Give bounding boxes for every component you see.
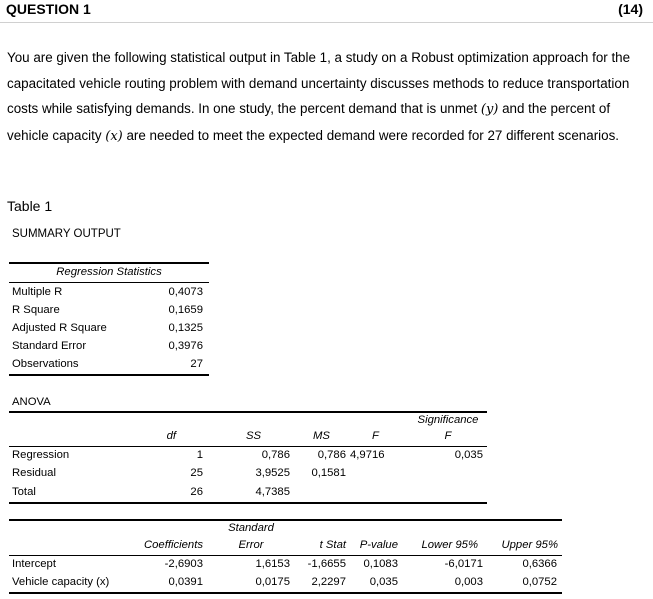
coef-row-label: Intercept	[12, 558, 56, 570]
reg-stat-value: 0,3976	[168, 340, 203, 352]
reg-stat-label: Adjusted R Square	[12, 322, 107, 334]
coef-header-coefficients: Coefficients	[143, 539, 203, 551]
anova-cell-ms: 0,786	[317, 449, 346, 461]
question-intro	[7, 45, 647, 149]
variable-y: (y)	[480, 102, 499, 117]
anova-cell-ss: 4,7385	[255, 486, 290, 498]
reg-stat-value: 0,1325	[168, 322, 203, 334]
coef-cell-lower95: 0,003	[454, 576, 483, 588]
anova-cell-ms: 0,1581	[311, 467, 346, 479]
anova-cell-significance: 0,035	[454, 449, 483, 461]
reg-stat-label: Standard Error	[12, 340, 87, 352]
anova-cell-ss: 3,9525	[255, 467, 290, 479]
coef-cell-tstat: 2,2297	[311, 576, 346, 588]
coef-cell-lower95: -6,0171	[444, 558, 483, 570]
anova-header-significance-f: F	[444, 430, 452, 442]
coef-header-tstat: t Stat	[319, 539, 346, 551]
coef-header-error: Error	[238, 539, 264, 551]
anova-top-rule	[9, 411, 487, 413]
anova-row-label: Regression	[12, 449, 70, 461]
coef-header-rule	[9, 555, 562, 556]
coef-header-standard: Standard	[228, 522, 274, 534]
coef-row-label: Vehicle capacity (x)	[12, 576, 110, 588]
reg-stats-title: Regression Statistics	[56, 266, 162, 278]
coef-header-upper95: Upper 95%	[501, 539, 558, 551]
intro-text-2: and the percent of vehicle capacity	[7, 101, 611, 143]
intro-text-3: are needed to meet the expected demand were recorded for 27 different scenarios.	[122, 127, 619, 143]
anova-cell-ss: 0,786	[261, 449, 290, 461]
reg-stat-label: Multiple R	[12, 286, 63, 298]
anova-row-label: Residual	[12, 467, 56, 479]
anova-bottom-rule	[9, 502, 487, 504]
coef-bottom-rule	[9, 592, 562, 594]
coef-header-pvalue: P-value	[359, 539, 398, 551]
coef-top-rule	[9, 519, 562, 521]
reg-stat-value: 27	[190, 358, 203, 370]
coef-header-lower95: Lower 95%	[421, 539, 478, 551]
reg-stat-value: 0,4073	[168, 286, 203, 298]
coef-cell-pvalue: 0,035	[369, 576, 398, 588]
table-caption: Table 1	[7, 198, 53, 214]
coef-cell-tstat: -1,6655	[307, 558, 346, 570]
intro-text-1: You are given the following statistical output in Table 1, a study on a Robust optimization approach for the capacitated vehicle routing problem with demand uncertainty discusses methods to reduce transportation costs while satisfying demands. In one study, the percent demand that is unmet	[7, 50, 631, 116]
coef-cell-standard-error: 0,0175	[255, 576, 290, 588]
anova-header-ms: MS	[313, 430, 330, 442]
coef-cell-coefficient: 0,0391	[168, 576, 203, 588]
variable-x: (x)	[105, 128, 123, 144]
reg-stat-label: R Square	[12, 304, 60, 316]
anova-header-ss: SS	[246, 430, 262, 442]
coef-cell-standard-error: 1,6153	[255, 558, 290, 570]
coef-cell-pvalue: 0,1083	[363, 558, 398, 570]
coef-cell-upper95: 0,0752	[522, 576, 557, 588]
question-title: QUESTION 1	[6, 1, 91, 17]
anova-row-label: Total	[12, 486, 36, 498]
anova-title: ANOVA	[12, 396, 51, 408]
anova-header-significance: Significance	[417, 414, 479, 426]
reg-stats-header-rule	[9, 282, 209, 283]
question-header	[0, 0, 653, 23]
reg-stat-label: Observations	[12, 358, 79, 370]
anova-header-f: F	[372, 430, 379, 442]
anova-cell-df: 26	[190, 486, 203, 498]
anova-cell-f: 4,9716	[350, 449, 385, 461]
question-marks: (14)	[618, 1, 643, 17]
anova-header-df: df	[166, 430, 176, 442]
summary-output-label: SUMMARY OUTPUT	[12, 228, 121, 240]
anova-header-rule	[9, 446, 487, 447]
coef-cell-upper95: 0,6366	[522, 558, 557, 570]
coef-cell-coefficient: -2,6903	[164, 558, 203, 570]
reg-stats-top-rule	[9, 262, 209, 264]
reg-stat-value: 0,1659	[168, 304, 203, 316]
reg-stats-bottom-rule	[9, 374, 209, 376]
anova-cell-df: 25	[190, 467, 203, 479]
anova-cell-df: 1	[196, 449, 203, 461]
